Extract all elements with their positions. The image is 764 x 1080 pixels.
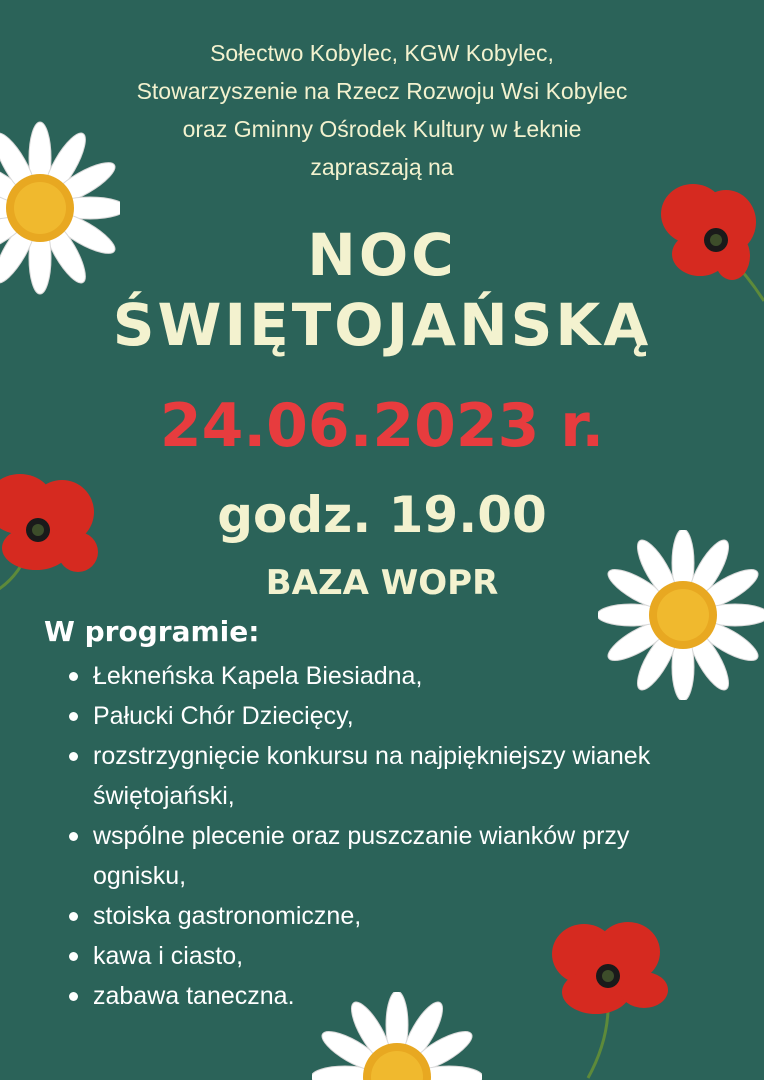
list-item: Pałucki Chór Dziecięcy,	[64, 696, 704, 736]
title-line: ŚWIĘTOJAŃSKĄ	[112, 291, 652, 359]
list-item: Łekneńska Kapela Biesiadna,	[64, 656, 704, 696]
event-time: godz. 19.00	[217, 486, 547, 544]
intro-line: Stowarzyszenie na Rzecz Rozwoju Wsi Kobylec	[136, 78, 628, 104]
list-item: kawa i ciasto,	[64, 936, 704, 976]
event-date: 24.06.2023 r.	[159, 391, 605, 461]
event-title	[0, 220, 764, 360]
intro-line: oraz Gminny Ośrodek Kultury w Łeknie	[182, 116, 582, 142]
list-item: wspólne plecenie oraz puszczanie wianków przy ognisku,	[64, 816, 704, 896]
program-heading: W programie:	[44, 615, 260, 648]
list-item: stoiska gastronomiczne,	[64, 896, 704, 936]
organizers-intro	[0, 34, 764, 186]
intro-line: zapraszają na	[310, 154, 454, 180]
program-list	[64, 656, 704, 1016]
list-item: zabawa taneczna.	[64, 976, 704, 1016]
title-line: NOC	[307, 221, 457, 289]
event-place: BAZA WOPR	[265, 563, 499, 603]
intro-line: Sołectwo Kobylec, KGW Kobylec,	[210, 40, 554, 66]
list-item: rozstrzygnięcie konkursu na najpiękniejszy wianek świętojański,	[64, 736, 704, 816]
